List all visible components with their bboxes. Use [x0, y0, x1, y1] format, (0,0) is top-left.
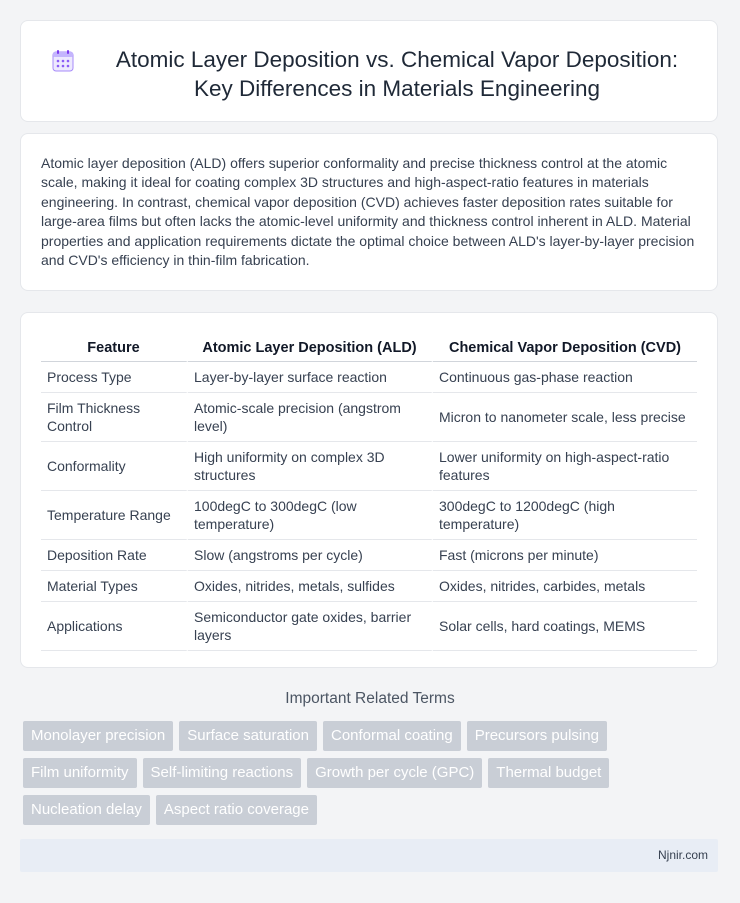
intro-paragraph: Atomic layer deposition (ALD) offers superior conformality and precise thickness control at the atomic scale, making it ideal for coating complex 3D structures and high-aspect-ratio features in materials engineering. In contrast, chemical vapor deposition (CVD) achieves faster deposition rates suitable for large-area films but often lacks the atomic-level uniformity and thickness control inherent in ALD. Material properties and application requirements dictate the optimal choice between ALD's layer-by-layer precision and CVD's efficiency in thin-film fabrication.	[41, 155, 695, 269]
table-cell: Semiconductor gate oxides, barrier layers	[188, 602, 433, 651]
column-header: Feature	[41, 333, 188, 362]
table-cell: Solar cells, hard coatings, MEMS	[433, 602, 697, 651]
table-row	[41, 362, 697, 393]
table-row	[41, 540, 697, 571]
table-cell: 100degC to 300degC (low temperature)	[188, 491, 433, 540]
related-terms-list	[23, 721, 723, 832]
page-title: Atomic Layer Deposition vs. Chemical Vapor Deposition: Key Differences in Materials Engineering	[115, 47, 679, 101]
table-cell: Process Type	[41, 362, 188, 393]
table-cell: Slow (angstroms per cycle)	[188, 540, 433, 571]
table-cell: Micron to nanometer scale, less precise	[433, 393, 697, 442]
title-card	[20, 20, 718, 122]
table-cell: Fast (microns per minute)	[433, 540, 697, 571]
related-term-tag[interactable]: Conformal coating	[323, 721, 461, 751]
table-row	[41, 393, 697, 442]
table-row	[41, 491, 697, 540]
table-cell: Temperature Range	[41, 491, 188, 540]
table-cell: 300degC to 1200degC (high temperature)	[433, 491, 697, 540]
intro-card	[20, 133, 718, 291]
footer-site-name[interactable]: Njnir.com	[657, 848, 708, 862]
table-cell: High uniformity on complex 3D structures	[188, 442, 433, 491]
footer	[20, 839, 718, 872]
table-cell: Layer-by-layer surface reaction	[188, 362, 433, 393]
table-row	[41, 602, 697, 651]
related-term-tag[interactable]: Thermal budget	[488, 758, 609, 788]
column-header: Atomic Layer Deposition (ALD)	[188, 333, 433, 362]
table-cell: Film Thickness Control	[41, 393, 188, 442]
related-term-tag[interactable]: Self-limiting reactions	[143, 758, 302, 788]
table-cell: Continuous gas-phase reaction	[433, 362, 697, 393]
table-cell: Atomic-scale precision (angstrom level)	[188, 393, 433, 442]
related-term-tag[interactable]: Precursors pulsing	[467, 721, 607, 751]
table-row	[41, 442, 697, 491]
table-cell: Material Types	[41, 571, 188, 602]
table-cell: Oxides, nitrides, metals, sulfides	[188, 571, 433, 602]
related-terms-heading: Important Related Terms	[285, 690, 455, 707]
related-term-tag[interactable]: Aspect ratio coverage	[156, 795, 317, 825]
related-term-tag[interactable]: Film uniformity	[23, 758, 137, 788]
related-term-tag[interactable]: Monolayer precision	[23, 721, 173, 751]
table-row	[41, 571, 697, 602]
related-term-tag[interactable]: Nucleation delay	[23, 795, 150, 825]
table-cell: Deposition Rate	[41, 540, 188, 571]
table-cell: Lower uniformity on high-aspect-ratio features	[433, 442, 697, 491]
calendar-icon	[51, 49, 75, 73]
table-cell: Oxides, nitrides, carbides, metals	[433, 571, 697, 602]
related-term-tag[interactable]: Growth per cycle (GPC)	[307, 758, 482, 788]
table-cell: Applications	[41, 602, 188, 651]
related-term-tag[interactable]: Surface saturation	[179, 721, 317, 751]
table-header-row	[41, 333, 697, 362]
comparison-table-card	[20, 312, 718, 668]
column-header: Chemical Vapor Deposition (CVD)	[433, 333, 697, 362]
comparison-table	[41, 333, 697, 651]
table-cell: Conformality	[41, 442, 188, 491]
